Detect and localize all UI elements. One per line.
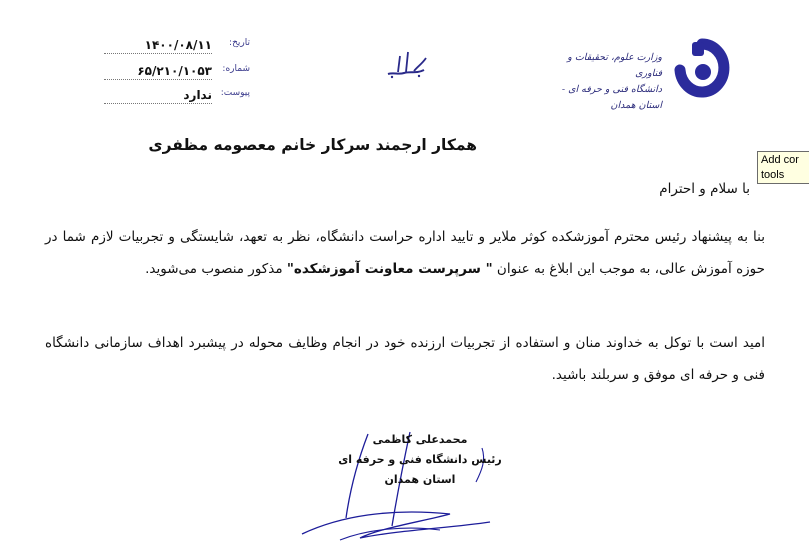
tooltip-line-1: Add cor	[761, 154, 799, 166]
signatory-details	[320, 430, 520, 490]
letter-addressee: همکار ارجمند سرکار خانم معصومه مظفری	[148, 136, 477, 154]
paragraph-1-main: بنا به پیشنهاد رئیس محترم آموزشکده کوثر ملایر و تایید اداره حراست دانشگاه، نظر به تعهد، شایستگی و تجربیات لازم شما در حوزه آموزش عالی، به موجب این ابلاغ به عنوان	[45, 229, 765, 277]
date-value: ۱۴۰۰/۰۸/۱۱	[104, 38, 212, 54]
signature-block	[300, 430, 520, 548]
paragraph-1-end: مذکور منصوب می‌شوید.	[145, 261, 287, 277]
motto-calligraphy-icon	[384, 44, 432, 80]
signatory-name: محمدعلی کاظمی	[372, 433, 468, 446]
date-row	[100, 38, 250, 56]
number-row	[100, 64, 250, 82]
org-line-ministry: وزارت علوم، تحقیقات و فناوری	[567, 52, 662, 79]
tooltip-line-2: tools	[761, 169, 785, 181]
attachment-value: ندارد	[104, 88, 212, 104]
university-logo-block	[552, 36, 732, 111]
org-line-university: دانشگاه فنی و حرفه ای - استان همدان	[561, 84, 662, 111]
university-logo-icon	[670, 36, 732, 102]
organization-name	[542, 50, 662, 114]
letter-greeting: با سلام و احترام	[659, 181, 750, 197]
number-label: شماره:	[222, 64, 250, 74]
number-value: ۶۵/۲۱۰/۱۰۵۳	[104, 64, 212, 80]
letter-paragraph-1	[45, 221, 765, 285]
date-label: تاریخ:	[229, 38, 250, 48]
signatory-title: رئیس دانشگاه فنی و حرفه ای	[338, 453, 502, 466]
attachment-label: پیوست:	[220, 88, 250, 98]
attachment-row	[100, 88, 250, 106]
appointed-role: " سرپرست معاونت آموزشکده"	[286, 261, 493, 277]
add-comment-tooltip	[757, 151, 809, 184]
letter-paragraph-2: امید است با توکل به خداوند منان و استفاده از تجربیات ارزنده خود در انجام وظایف محوله در پیشبرد اهداف سازمانی دانشگاه فنی و حرفه ای موفق و سربلند باشید.	[45, 335, 765, 383]
signatory-province: استان همدان	[384, 473, 456, 486]
